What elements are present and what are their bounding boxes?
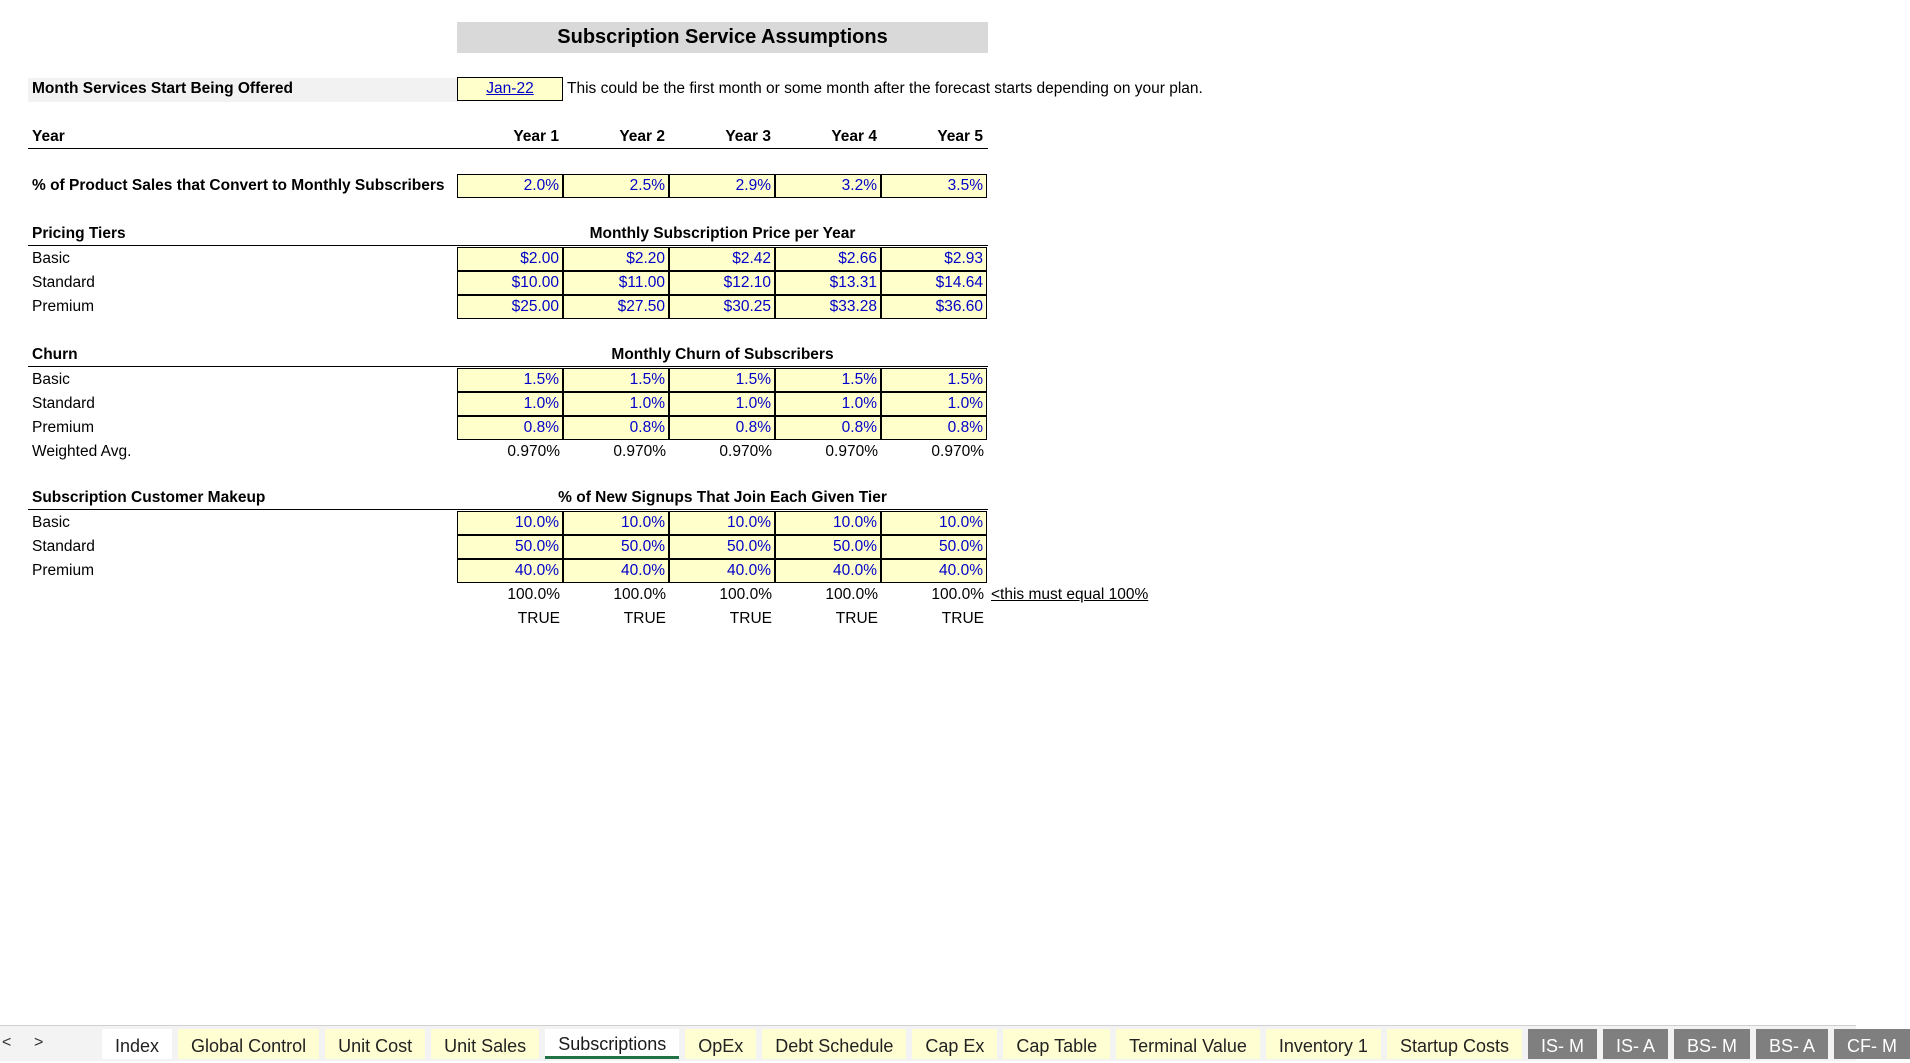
pricing-input[interactable]: $2.66 <box>775 247 881 271</box>
churn-input[interactable]: 1.0% <box>775 392 881 416</box>
weighted-avg-value: 0.970% <box>719 443 772 460</box>
makeup-check-value: TRUE <box>835 610 878 627</box>
makeup-input[interactable]: 10.0% <box>563 511 669 535</box>
weighted-avg-value: 0.970% <box>931 443 984 460</box>
churn-label: Churn <box>32 346 78 363</box>
start-month-note: This could be the first month or some month after the forecast starts depending on your plan. <box>567 80 1203 97</box>
sheet-tab-cap-table[interactable]: Cap Table <box>1003 1029 1110 1059</box>
year-header: Year 1 <box>513 128 559 145</box>
makeup-input[interactable]: 10.0% <box>775 511 881 535</box>
makeup-check-value: TRUE <box>623 610 666 627</box>
start-month-cell[interactable] <box>457 77 563 101</box>
makeup-input[interactable]: 50.0% <box>457 535 563 559</box>
pricing-input[interactable]: $2.42 <box>669 247 775 271</box>
makeup-input[interactable]: 40.0% <box>881 559 987 583</box>
churn-input[interactable]: 0.8% <box>457 416 563 440</box>
sheet-tab-opex[interactable]: OpEx <box>685 1029 756 1059</box>
makeup-total-value: 100.0% <box>507 586 560 603</box>
makeup-header: % of New Signups That Join Each Given Tier <box>558 489 887 506</box>
churn-input[interactable]: 1.5% <box>669 368 775 392</box>
makeup-label: Subscription Customer Makeup <box>32 489 266 506</box>
pricing-input[interactable]: $14.64 <box>881 271 987 295</box>
pricing-input[interactable]: $30.25 <box>669 295 775 319</box>
sheet-tab-debt-schedule[interactable]: Debt Schedule <box>762 1029 906 1059</box>
makeup-input[interactable]: 40.0% <box>563 559 669 583</box>
churn-input[interactable]: 0.8% <box>669 416 775 440</box>
year-header: Year 4 <box>831 128 877 145</box>
churn-input[interactable]: 1.5% <box>775 368 881 392</box>
sheet-tab-cf-m[interactable]: CF- M <box>1834 1029 1910 1059</box>
weighted-avg-value: 0.970% <box>825 443 878 460</box>
makeup-check-value: TRUE <box>729 610 772 627</box>
sheet-tabs <box>102 1029 1910 1061</box>
churn-input[interactable]: 1.5% <box>563 368 669 392</box>
makeup-underline <box>28 509 988 510</box>
sheet-tab-bar <box>0 1025 1898 1061</box>
pricing-input[interactable]: $2.20 <box>563 247 669 271</box>
sheet-tab-cap-ex[interactable]: Cap Ex <box>912 1029 997 1059</box>
churn-input[interactable]: 0.8% <box>563 416 669 440</box>
makeup-input[interactable]: 50.0% <box>669 535 775 559</box>
makeup-total-value: 100.0% <box>719 586 772 603</box>
churn-input[interactable]: 1.5% <box>457 368 563 392</box>
makeup-total-value: 100.0% <box>931 586 984 603</box>
year-header: Year 5 <box>937 128 983 145</box>
makeup-row-label: Standard <box>32 538 95 555</box>
makeup-check-value: TRUE <box>517 610 560 627</box>
makeup-row-label: Basic <box>32 514 70 531</box>
sheet-tab-bs-a[interactable]: BS- A <box>1756 1029 1828 1059</box>
conversion-label: % of Product Sales that Convert to Monthly Subscribers <box>32 177 445 194</box>
pricing-row-label: Standard <box>32 274 95 291</box>
pricing-input[interactable]: $33.28 <box>775 295 881 319</box>
weighted-avg-label: Weighted Avg. <box>32 443 132 460</box>
churn-header: Monthly Churn of Subscribers <box>611 346 834 363</box>
churn-row-label: Standard <box>32 395 95 412</box>
conversion-input[interactable]: 2.9% <box>669 174 775 198</box>
tab-scroll-left-icon[interactable]: < <box>2 1034 12 1051</box>
makeup-check-value: TRUE <box>941 610 984 627</box>
sheet-tab-is-a[interactable]: IS- A <box>1603 1029 1668 1059</box>
year-header: Year 3 <box>725 128 771 145</box>
conversion-input[interactable]: 2.5% <box>563 174 669 198</box>
pricing-input[interactable]: $2.00 <box>457 247 563 271</box>
churn-input[interactable]: 1.5% <box>881 368 987 392</box>
pricing-input[interactable]: $36.60 <box>881 295 987 319</box>
sheet-tab-startup-costs[interactable]: Startup Costs <box>1387 1029 1522 1059</box>
start-month-label: Month Services Start Being Offered <box>32 80 293 97</box>
makeup-input[interactable]: 40.0% <box>669 559 775 583</box>
churn-underline <box>28 366 988 367</box>
makeup-input[interactable]: 10.0% <box>669 511 775 535</box>
sheet-tab-inventory-1[interactable]: Inventory 1 <box>1266 1029 1381 1059</box>
weighted-avg-value: 0.970% <box>507 443 560 460</box>
makeup-row-label: Premium <box>32 562 95 579</box>
pricing-input[interactable]: $2.93 <box>881 247 987 271</box>
total-note: <this must equal 100% <box>991 586 1149 603</box>
sheet-tab-unit-cost[interactable]: Unit Cost <box>325 1029 425 1059</box>
year-underline <box>28 148 988 149</box>
year-header: Year 2 <box>619 128 665 145</box>
makeup-input[interactable]: 40.0% <box>775 559 881 583</box>
conversion-input[interactable]: 3.2% <box>775 174 881 198</box>
makeup-input[interactable]: 10.0% <box>457 511 563 535</box>
pricing-input[interactable]: $12.10 <box>669 271 775 295</box>
sheet-tab-index[interactable]: Index <box>102 1029 172 1059</box>
sheet-tab-is-m[interactable]: IS- M <box>1528 1029 1597 1059</box>
pricing-input[interactable]: $11.00 <box>563 271 669 295</box>
pricing-header: Monthly Subscription Price per Year <box>589 225 856 242</box>
sheet-tab-terminal-value[interactable]: Terminal Value <box>1116 1029 1260 1059</box>
makeup-total-value: 100.0% <box>613 586 666 603</box>
makeup-input[interactable]: 50.0% <box>775 535 881 559</box>
sheet-tab-subscriptions[interactable]: Subscriptions <box>545 1029 679 1059</box>
makeup-input[interactable]: 50.0% <box>563 535 669 559</box>
churn-input[interactable]: 0.8% <box>775 416 881 440</box>
pricing-underline <box>28 245 988 246</box>
year-row-label: Year <box>32 128 65 145</box>
churn-input[interactable]: 0.8% <box>881 416 987 440</box>
sheet-tab-unit-sales[interactable]: Unit Sales <box>431 1029 539 1059</box>
churn-input[interactable]: 1.0% <box>457 392 563 416</box>
start-month-value[interactable]: Jan-22 <box>486 80 534 97</box>
churn-input[interactable]: 1.0% <box>563 392 669 416</box>
makeup-input[interactable]: 50.0% <box>881 535 987 559</box>
conversion-input[interactable]: 3.5% <box>881 174 987 198</box>
sheet-tab-bs-m[interactable]: BS- M <box>1674 1029 1750 1059</box>
pricing-row-label: Premium <box>32 298 95 315</box>
conversion-input[interactable]: 2.0% <box>457 174 563 198</box>
makeup-input[interactable]: 40.0% <box>457 559 563 583</box>
churn-row-label: Basic <box>32 371 70 388</box>
page-title: Subscription Service Assumptions <box>457 22 988 53</box>
churn-row-label: Premium <box>32 419 95 436</box>
pricing-input[interactable]: $10.00 <box>457 271 563 295</box>
pricing-input[interactable]: $27.50 <box>563 295 669 319</box>
pricing-input[interactable]: $25.00 <box>457 295 563 319</box>
makeup-total-value: 100.0% <box>825 586 878 603</box>
churn-input[interactable]: 1.0% <box>881 392 987 416</box>
sheet-tab-global-control[interactable]: Global Control <box>178 1029 319 1059</box>
churn-input[interactable]: 1.0% <box>669 392 775 416</box>
makeup-input[interactable]: 10.0% <box>881 511 987 535</box>
weighted-avg-value: 0.970% <box>613 443 666 460</box>
tab-scroll-right-icon[interactable]: > <box>34 1034 44 1051</box>
pricing-row-label: Basic <box>32 250 70 267</box>
pricing-tiers-label: Pricing Tiers <box>32 225 126 242</box>
pricing-input[interactable]: $13.31 <box>775 271 881 295</box>
